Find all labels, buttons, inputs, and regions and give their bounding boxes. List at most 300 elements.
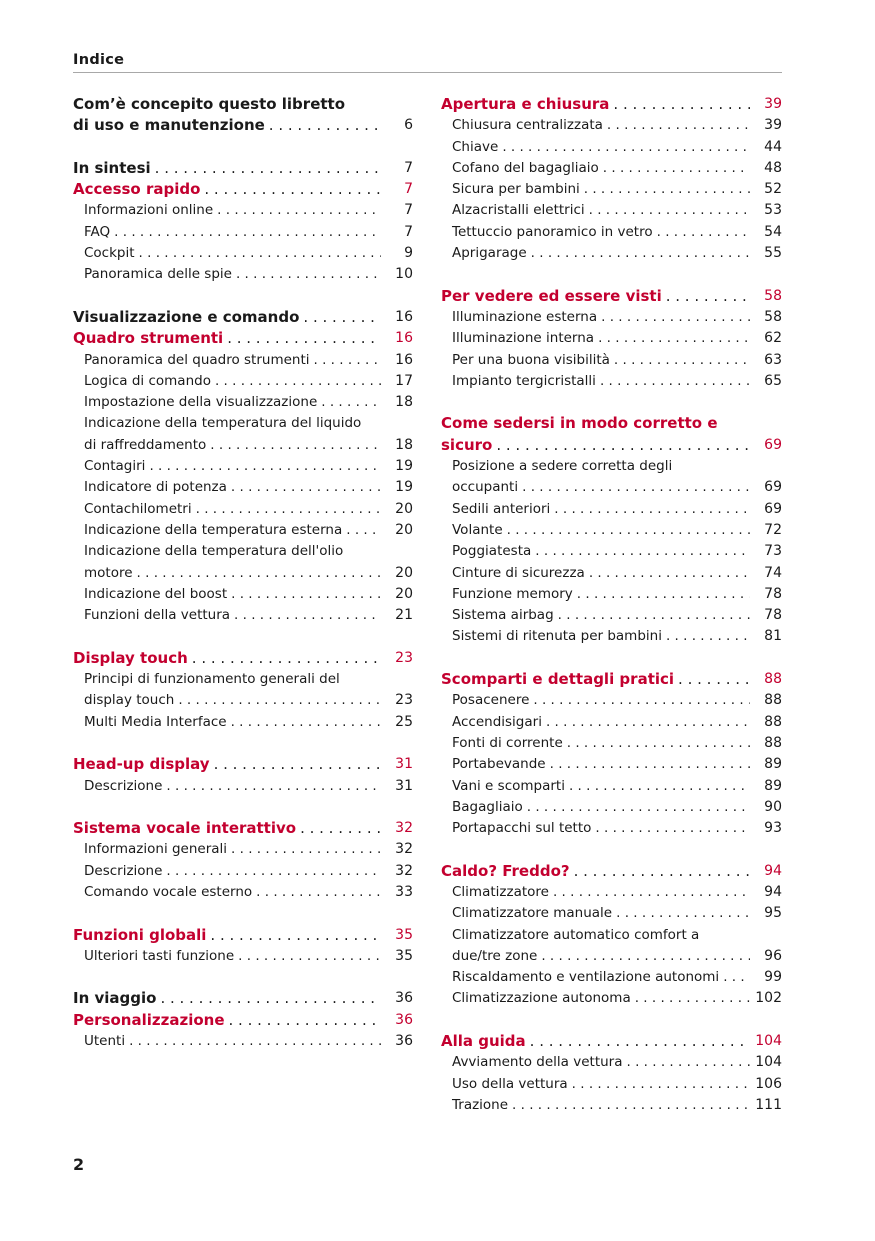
toc-page-number: 55 [764, 245, 782, 262]
toc-dot-leader [589, 563, 750, 584]
toc-page-number: 69 [764, 436, 782, 453]
toc-dot-leader [567, 733, 750, 754]
toc-page-number: 58 [764, 287, 782, 304]
toc-section-entry[interactable] [441, 307, 782, 328]
toc-dot-leader [535, 541, 750, 562]
toc-section-entry[interactable] [441, 605, 782, 626]
toc-spacer [73, 137, 413, 158]
toc-page-number: 104 [755, 1033, 782, 1050]
toc-entry-title: Head-up display [73, 755, 210, 774]
toc-dot-leader [231, 584, 381, 605]
toc-dot-leader [512, 1095, 750, 1116]
toc-dot-leader [553, 882, 750, 903]
toc-dot-leader [657, 222, 750, 243]
toc-dot-leader [166, 776, 381, 797]
toc-section-entry[interactable] [73, 946, 413, 967]
toc-entry-title: Impostazione della visualizzazione [84, 394, 318, 411]
toc-entry-title: Multi Media Interface [84, 713, 227, 730]
toc-column-right [441, 94, 782, 1116]
toc-dot-leader [231, 712, 381, 733]
toc-section-entry[interactable] [441, 328, 782, 349]
toc-entry-title: Visualizzazione e comando [73, 307, 300, 326]
toc-entry-title: Riscaldamento e ventilazione autonomi [452, 969, 720, 986]
toc-section-entry[interactable] [73, 499, 413, 520]
toc-dot-leader [234, 605, 381, 626]
toc-page-number: 72 [764, 521, 782, 538]
toc-spacer [441, 264, 782, 285]
toc-entry-title: Panoramica del quadro strumenti [84, 351, 310, 368]
toc-dot-leader [314, 350, 381, 371]
toc-chapter-entry[interactable] [441, 1031, 782, 1052]
toc-entry-title: Poggiatesta [452, 543, 532, 560]
toc-dot-leader [601, 307, 750, 328]
toc-dot-leader [627, 1052, 750, 1073]
toc-spacer [73, 626, 413, 647]
toc-entry-continued: Posizione a sedere corretta degli [452, 458, 673, 475]
toc-page-number: 78 [764, 585, 782, 602]
toc-dot-leader [507, 520, 750, 541]
toc-section-entry[interactable] [441, 520, 782, 541]
toc-spacer [441, 1010, 782, 1031]
toc-chapter-entry[interactable] [73, 818, 413, 839]
toc-entry-title: Indicazione della temperatura esterna [84, 521, 343, 538]
toc-entry-title: Fonti di corrente [452, 734, 563, 751]
toc-page-number: 19 [395, 479, 413, 496]
toc-page-number: 52 [764, 181, 782, 198]
toc-page-number: 20 [395, 521, 413, 538]
toc-entry-title: Portabevande [452, 756, 546, 773]
toc-entry-title: Cofano del bagagliaio [452, 159, 599, 176]
toc-entry-title: Volante [452, 521, 503, 538]
toc-dot-leader [160, 988, 381, 1009]
toc-dot-leader [346, 520, 381, 541]
toc-section-entry[interactable] [441, 903, 782, 924]
toc-section-entry[interactable] [73, 605, 413, 626]
toc-entry-title: di raffreddamento [84, 436, 207, 453]
toc-entry-title: Sicura per bambini [452, 181, 580, 198]
toc-dot-leader [238, 946, 381, 967]
toc-dot-leader [598, 328, 750, 349]
toc-page-number: 23 [395, 692, 413, 709]
toc-section-entry[interactable] [73, 1031, 413, 1052]
toc-dot-leader [269, 115, 381, 136]
toc-section-entry[interactable] [73, 861, 413, 882]
toc-dot-leader [666, 286, 750, 307]
toc-page-number: 89 [764, 777, 782, 794]
toc-dot-leader [569, 776, 750, 797]
toc-page-number: 20 [395, 585, 413, 602]
toc-page-number: 93 [764, 820, 782, 837]
toc-entry-title: Sistema vocale interattivo [73, 819, 297, 838]
toc-page-number: 74 [764, 564, 782, 581]
toc-dot-leader [129, 1031, 381, 1052]
toc-dot-leader [533, 690, 750, 711]
toc-entry-title: Funzioni della vettura [84, 607, 231, 624]
toc-entry-title: Bagagliaio [452, 798, 523, 815]
toc-section-entry[interactable] [73, 776, 413, 797]
toc-entry-continued: Come sedersi in modo corretto e [441, 414, 718, 433]
toc-page-number: 95 [764, 905, 782, 922]
toc-dot-leader [303, 307, 381, 328]
toc-page-number: 7 [404, 223, 413, 240]
toc-page-number: 7 [404, 202, 413, 219]
toc-page-number: 19 [395, 458, 413, 475]
toc-entry-title: Caldo? Freddo? [441, 861, 570, 880]
toc-section-entry[interactable] [73, 350, 413, 371]
toc-page-number: 69 [764, 500, 782, 517]
toc-page-number: 6 [404, 117, 413, 134]
toc-section-entry[interactable] [441, 1074, 782, 1095]
toc-page-number: 31 [395, 777, 413, 794]
toc-section-entry[interactable] [73, 882, 413, 903]
toc-section-entry[interactable] [73, 371, 413, 392]
toc-section-entry[interactable] [441, 179, 782, 200]
toc-entry-title: occupanti [452, 479, 519, 496]
toc-page-number: 106 [755, 1075, 782, 1092]
toc-page-number: 94 [764, 862, 782, 879]
toc-dot-leader [550, 754, 750, 775]
toc-spacer [441, 648, 782, 669]
toc-section-entry[interactable] [441, 882, 782, 903]
toc-entry-continued: Com’è concepito questo libretto [73, 95, 346, 113]
toc-entry-title: Climatizzatore manuale [452, 905, 613, 922]
toc-page-number: 58 [764, 308, 782, 325]
toc-entry-title: Ulteriori tasti funzione [84, 947, 235, 964]
toc-dot-leader [217, 200, 381, 221]
toc-section-entry[interactable] [73, 563, 413, 584]
toc-page-number: 32 [395, 862, 413, 879]
toc-entry-title: sicuro [441, 435, 493, 454]
toc-dot-leader [300, 818, 381, 839]
toc-chapter-entry[interactable] [73, 115, 413, 136]
toc-section-entry[interactable] [73, 243, 413, 264]
toc-dot-leader [558, 605, 750, 626]
toc-page-number: 18 [395, 436, 413, 453]
toc-spacer [441, 839, 782, 860]
toc-section-entry[interactable] [441, 1095, 782, 1116]
toc-section-entry[interactable] [73, 456, 413, 477]
toc-entry-title: Scomparti e dettagli pratici [441, 670, 675, 689]
toc-dot-leader [196, 499, 381, 520]
toc-page-number: 16 [395, 330, 413, 347]
toc-entry-title: Portapacchi sul tetto [452, 820, 592, 837]
toc-section-entry[interactable] [441, 371, 782, 392]
toc-chapter-entry[interactable] [73, 754, 413, 775]
toc-page-number: 36 [395, 1011, 413, 1028]
toc-entry-title: Comando vocale esterno [84, 883, 253, 900]
toc-section-entry[interactable] [441, 243, 782, 264]
toc-entry-title: Alla guida [441, 1032, 526, 1051]
toc-section-entry[interactable] [73, 690, 413, 711]
toc-page-number: 32 [395, 841, 413, 858]
toc-page-number: 35 [395, 926, 413, 943]
toc-page-number: 65 [764, 372, 782, 389]
toc-dot-leader [496, 435, 750, 456]
toc-dot-leader [178, 690, 381, 711]
toc-entry-title: Cockpit [84, 245, 135, 262]
toc-entry-continued: Principi di funzionamento generali del [84, 671, 340, 688]
toc-section-entry[interactable] [441, 115, 782, 136]
toc-dot-leader [577, 584, 750, 605]
toc-entry-title: Accesso rapido [73, 180, 201, 199]
toc-chapter-entry[interactable] [73, 179, 413, 200]
toc-page-number: 90 [764, 798, 782, 815]
toc-chapter-entry[interactable] [73, 988, 413, 1009]
toc-section-entry[interactable] [441, 499, 782, 520]
toc-dot-leader [584, 179, 750, 200]
toc-entry-title: Cinture di sicurezza [452, 564, 585, 581]
toc-spacer [73, 903, 413, 924]
toc-section-entry[interactable] [441, 988, 782, 1009]
toc-entry-title: Descrizione [84, 777, 163, 794]
toc-spacer [73, 797, 413, 818]
toc-dot-leader [227, 328, 381, 349]
toc-dot-leader [589, 200, 750, 221]
toc-section-entry[interactable] [73, 392, 413, 413]
toc-entry-title: Trazione [452, 1096, 509, 1113]
toc-entry-title: motore [84, 564, 133, 581]
toc-spacer [73, 733, 413, 754]
toc-page-number: 20 [395, 564, 413, 581]
toc-entry-title: Personalizzazione [73, 1010, 225, 1029]
toc-page-number: 73 [764, 543, 782, 560]
toc-dot-leader [166, 861, 381, 882]
toc-entry-title: Quadro strumenti [73, 329, 224, 348]
toc-entry-title: Aprigarage [452, 245, 527, 262]
toc-chapter-entry[interactable] [73, 648, 413, 669]
toc-entry-title: due/tre zone [452, 947, 538, 964]
toc-dot-leader [607, 115, 750, 136]
toc-entry-title: Apertura e chiusura [441, 95, 610, 113]
toc-section-entry[interactable] [441, 626, 782, 647]
toc-dot-leader [502, 137, 750, 158]
toc-entry-title: Indicatore di potenza [84, 479, 227, 496]
toc-dot-leader [541, 946, 750, 967]
toc-dot-leader [229, 1010, 382, 1031]
toc-dot-leader [210, 925, 381, 946]
toc-spacer [73, 286, 413, 307]
toc-section-entry[interactable] [73, 477, 413, 498]
toc-page-number: 99 [764, 969, 782, 986]
toc-page-number: 18 [395, 394, 413, 411]
toc-page-number: 35 [395, 947, 413, 964]
toc-section-entry[interactable] [73, 712, 413, 733]
toc-page-number: 16 [395, 308, 413, 325]
toc-dot-leader [572, 1074, 750, 1095]
toc-dot-leader [678, 669, 750, 690]
toc-section-entry[interactable] [73, 584, 413, 605]
toc-page-number: 96 [764, 947, 782, 964]
toc-entry-title: Contagiri [84, 458, 146, 475]
toc-page-number: 31 [395, 756, 413, 773]
toc-section-entry[interactable] [73, 200, 413, 221]
toc-dot-leader [530, 1031, 750, 1052]
toc-section-entry[interactable] [441, 733, 782, 754]
toc-entry-title: Climatizzazione autonoma [452, 990, 631, 1007]
toc-entry-title: Per una buona visibilità [452, 351, 610, 368]
toc-section-entry[interactable] [441, 967, 782, 988]
toc-chapter-entry[interactable] [441, 861, 782, 882]
toc-chapter-entry[interactable] [73, 925, 413, 946]
toc-section-entry[interactable] [441, 137, 782, 158]
toc-dot-leader [321, 392, 381, 413]
toc-entry-title: Uso della vettura [452, 1075, 568, 1092]
toc-page-number: 25 [395, 713, 413, 730]
toc-page-number: 33 [395, 883, 413, 900]
toc-chapter-entry[interactable] [441, 94, 782, 115]
toc-entry-title: Informazioni generali [84, 841, 228, 858]
toc-entry-title: Alzacristalli elettrici [452, 202, 585, 219]
toc-page-number: 36 [395, 1033, 413, 1050]
toc-page-number: 69 [764, 479, 782, 496]
toc-entry-title: Panoramica delle spie [84, 266, 232, 283]
toc-dot-leader [137, 563, 381, 584]
toc-section-entry[interactable] [73, 222, 413, 243]
toc-page-number: 102 [755, 990, 782, 1007]
toc-chapter-entry[interactable] [73, 328, 413, 349]
toc-chapter-entry[interactable] [441, 435, 782, 456]
toc-page-number: 39 [764, 117, 782, 134]
toc-dot-leader [139, 243, 381, 264]
toc-page-number: 23 [395, 649, 413, 666]
toc-dot-leader [149, 456, 381, 477]
toc-page-number: 16 [395, 351, 413, 368]
toc-entry-continued: Climatizzatore automatico comfort a [452, 926, 700, 943]
toc-page-number: 7 [404, 181, 413, 198]
toc-entry-title: Sistemi di ritenuta per bambini [452, 628, 662, 645]
toc-dot-leader [210, 435, 381, 456]
toc-page-number: 94 [764, 883, 782, 900]
toc-section-entry[interactable] [73, 435, 413, 456]
toc-section-entry[interactable] [73, 839, 413, 860]
header-title: Indice [73, 52, 125, 68]
toc-entry-title: Logica di comando [84, 372, 211, 389]
toc-entry-title: Per vedere ed essere visti [441, 286, 662, 305]
toc-entry-title: FAQ [84, 223, 111, 240]
toc-page-number: 111 [755, 1096, 782, 1113]
toc-entry-title: Avviamento della vettura [452, 1054, 623, 1071]
toc-page-number: 53 [764, 202, 782, 219]
toc-entry-title: Funzione memory [452, 585, 573, 602]
toc-page-number: 63 [764, 351, 782, 368]
toc-entry-continued: Indicazione della temperatura del liquido [84, 415, 362, 432]
toc-page-number: 88 [764, 671, 782, 688]
toc-chapter-entry[interactable] [73, 307, 413, 328]
toc-chapter-entry[interactable] [441, 286, 782, 307]
toc-entry-title: Informazioni online [84, 202, 214, 219]
toc-page-number: 17 [395, 372, 413, 389]
toc-page-number: 62 [764, 330, 782, 347]
toc-entry-title: display touch [84, 692, 175, 709]
toc-entry-title: di uso e manutenzione [73, 116, 265, 135]
toc-section-entry[interactable] [73, 264, 413, 285]
toc-dot-leader [613, 94, 750, 115]
toc-page-number: 54 [764, 223, 782, 240]
toc-entry-title: Climatizzatore [452, 883, 549, 900]
toc-page-number: 104 [755, 1054, 782, 1071]
toc-entry-title: In viaggio [73, 989, 157, 1008]
toc-entry-title: Sistema airbag [452, 607, 554, 624]
toc-dot-leader [522, 477, 750, 498]
toc-page-number: 20 [395, 500, 413, 517]
toc-section-entry[interactable] [441, 776, 782, 797]
toc-dot-leader [231, 477, 381, 498]
toc-section-entry[interactable] [441, 158, 782, 179]
toc-section-entry[interactable] [441, 350, 782, 371]
toc-page-number: 39 [764, 96, 782, 112]
toc-page-number: 10 [395, 266, 413, 283]
toc-section-entry[interactable] [441, 222, 782, 243]
toc-dot-leader [723, 967, 750, 988]
toc-dot-leader [214, 754, 381, 775]
toc-entry-title: Vani e scomparti [452, 777, 565, 794]
toc-entry-title: Contachilometri [84, 500, 192, 517]
toc-dot-leader [616, 903, 750, 924]
toc-section-entry[interactable] [441, 563, 782, 584]
toc-chapter-entry[interactable] [73, 158, 413, 179]
toc-dot-leader [114, 222, 381, 243]
toc-dot-leader [155, 158, 381, 179]
toc-section-entry[interactable] [441, 690, 782, 711]
toc-dot-leader [600, 371, 750, 392]
toc-section-entry[interactable] [441, 754, 782, 775]
toc-dot-leader [527, 797, 750, 818]
toc-entry-title: Indicazione del boost [84, 585, 228, 602]
toc-dot-leader [635, 988, 750, 1009]
toc-column-left [73, 94, 413, 1052]
toc-page-number: 21 [395, 607, 413, 624]
toc-page-number: 88 [764, 713, 782, 730]
toc-section-entry[interactable] [73, 520, 413, 541]
toc-dot-leader [614, 350, 750, 371]
toc-entry-title: Display touch [73, 648, 188, 667]
toc-section-entry[interactable] [441, 541, 782, 562]
toc-section-entry[interactable] [441, 1052, 782, 1073]
toc-dot-leader [231, 839, 381, 860]
toc-section-entry[interactable] [441, 712, 782, 733]
toc-entry-title: Accendisigari [452, 713, 542, 730]
toc-page-number: 88 [764, 734, 782, 751]
toc-section-entry[interactable] [441, 200, 782, 221]
toc-section-entry[interactable] [441, 797, 782, 818]
toc-dot-leader [215, 371, 381, 392]
toc-dot-leader [595, 818, 750, 839]
toc-dot-leader [666, 626, 750, 647]
toc-section-entry[interactable] [441, 946, 782, 967]
toc-dot-leader [531, 243, 750, 264]
toc-entry-title: Illuminazione esterna [452, 308, 598, 325]
page-header [73, 52, 782, 73]
toc-dot-leader [554, 499, 750, 520]
page-number: 2 [73, 1155, 85, 1174]
toc-entry-title: Chiusura centralizzata [452, 117, 603, 134]
toc-page-number: 88 [764, 692, 782, 709]
toc-entry-title: Illuminazione interna [452, 330, 595, 347]
toc-dot-leader [546, 712, 750, 733]
toc-section-entry[interactable] [441, 477, 782, 498]
toc-chapter-entry[interactable] [73, 1010, 413, 1031]
toc-entry-title: Funzioni globali [73, 925, 207, 944]
toc-page-number: 7 [404, 159, 413, 176]
toc-dot-leader [204, 179, 381, 200]
toc-section-entry[interactable] [441, 584, 782, 605]
toc-spacer [441, 392, 782, 413]
toc-dot-leader [256, 882, 381, 903]
toc-entry-title: Descrizione [84, 862, 163, 879]
toc-section-entry[interactable] [441, 818, 782, 839]
toc-page-number: 78 [764, 607, 782, 624]
toc-chapter-entry[interactable] [441, 669, 782, 690]
